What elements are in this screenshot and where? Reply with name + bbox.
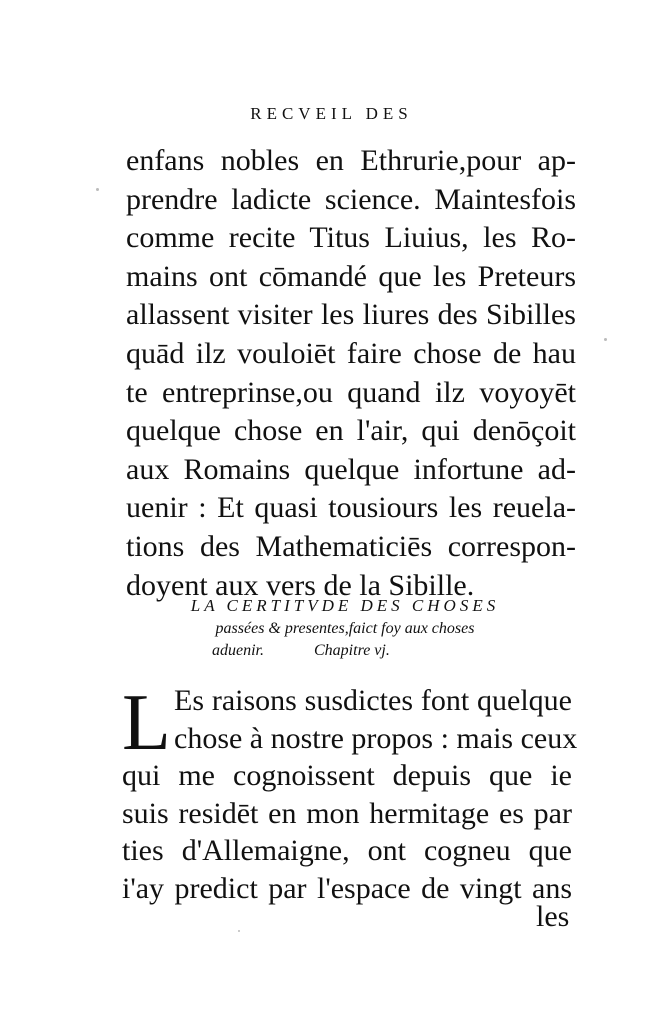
chapter-heading-line3 [140, 640, 550, 662]
text-line: tions des Mathematiciēs correspon- [126, 529, 576, 563]
text-line: enfans nobles en Ethrurie,pour ap- [126, 144, 576, 177]
chapter-heading-aduenir: aduenir. [212, 642, 264, 659]
text-line: comme recite Titus Liuius, les Ro- [126, 221, 576, 255]
chapter-number: Chapitre vj. [314, 642, 390, 659]
paper-speck [238, 930, 240, 932]
text-line: prendre ladicte science. Maintesfois [126, 182, 576, 216]
text-line: mains ont cōmandé que les Preteurs [126, 259, 576, 293]
text-line: chose à nostre propos : mais ceux [174, 721, 578, 755]
body-text [126, 142, 576, 605]
text-line: uenir : Et quasi tousiours les reuela- [126, 491, 576, 525]
chapter-text [122, 679, 578, 907]
text-line: ties d'Allemaigne, ont cogneu que [122, 834, 572, 867]
text-line: quelque chose en l'air, qui denōçoit [126, 414, 576, 448]
text-line: Es raisons susdictes font quelque [174, 684, 572, 717]
text-line: te entreprinse,ou quand ilz voyoyēt [126, 375, 576, 409]
drop-cap: L [122, 679, 171, 767]
text-line: i'ay predict par l'espace de vingt ans [122, 871, 572, 905]
chapter-heading-line2: passées & presentes,faict foy aux choses [215, 620, 475, 637]
catchword: les [536, 900, 570, 933]
text-line: suis residēt en mon hermitage es par [122, 796, 572, 830]
text-line: quād ilz vouloiēt faire chose de hau [126, 336, 576, 370]
text-line: doyent aux vers de la Sibille. [126, 568, 475, 602]
chapter-heading-line1: LA CERTITVDE DES CHOSES [190, 596, 500, 615]
paper-speck [604, 338, 607, 341]
running-title: RECVEIL DES [250, 104, 413, 123]
text-line: aux Romains quelque infortune ad- [126, 452, 576, 486]
chapter-heading [140, 594, 550, 662]
text-line: allassent visiter les liures des Sibilles [126, 298, 576, 332]
text-line: qui me cognoissent depuis que ie [122, 759, 572, 792]
paper-speck [96, 188, 99, 191]
